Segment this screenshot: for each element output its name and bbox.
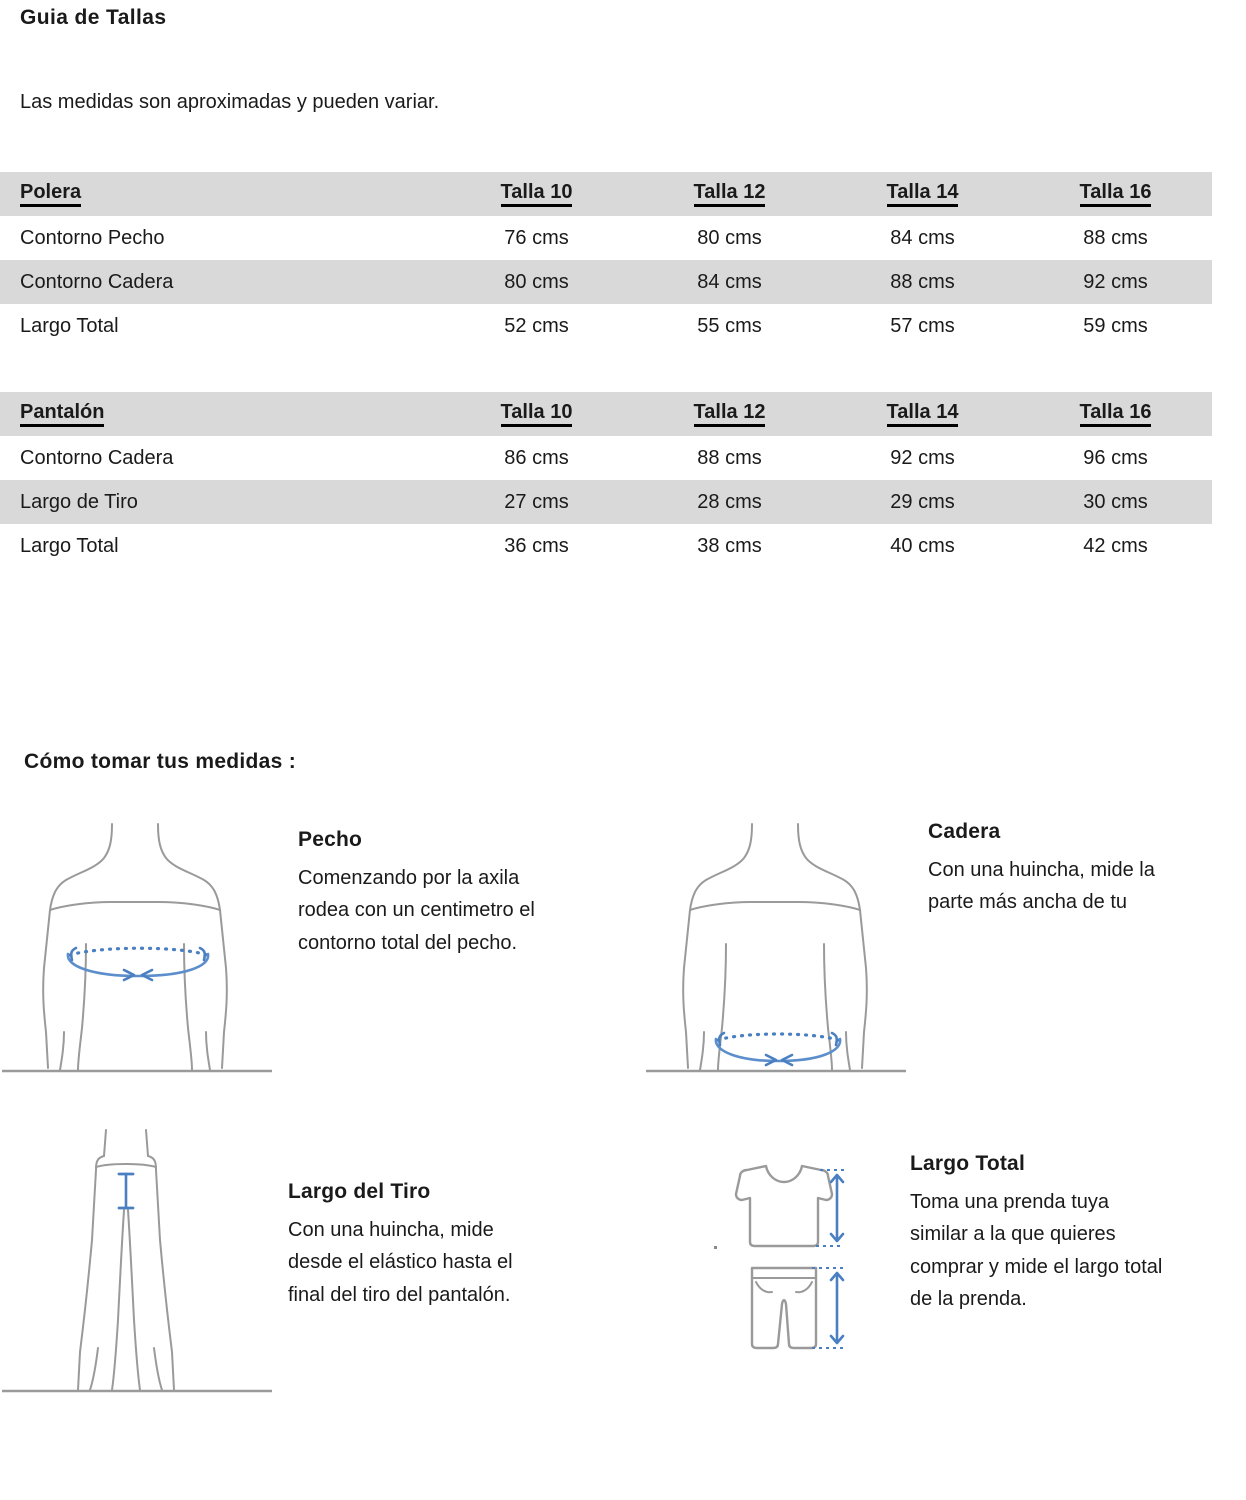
measurement-value: 96 cms [1083, 446, 1148, 469]
guide-line: Toma una prenda tuya [910, 1191, 1110, 1213]
measurement-value: 40 cms [890, 534, 955, 557]
measurement-value: 80 cms [697, 226, 762, 249]
size-header-14: Talla 14 [826, 172, 1019, 216]
measurement-value: 92 cms [890, 446, 955, 469]
torso-hip-figure [640, 818, 920, 1085]
size-header-12: Talla 12 [633, 392, 826, 436]
measurement-value: 92 cms [1083, 270, 1148, 293]
measurement-label: Contorno Cadera [20, 446, 174, 469]
tshirt-icon [736, 1166, 832, 1246]
table-row [0, 524, 1212, 568]
measurement-value: 88 cms [890, 270, 955, 293]
measurement-value: 84 cms [697, 270, 762, 293]
table-category-header: Pantalón [0, 392, 440, 436]
guide-line: Con una huincha, mide [288, 1219, 494, 1241]
measurement-value: 29 cms [890, 490, 955, 513]
guide-item-heading: Pecho [298, 828, 363, 851]
guide-item-body [288, 1214, 618, 1311]
guide-item-body [910, 1186, 1246, 1316]
measurement-value: 76 cms [504, 226, 569, 249]
table-header-row [0, 392, 1212, 436]
table-row [0, 260, 1212, 304]
measurement-value: 38 cms [697, 534, 762, 557]
measurement-label: Largo Total [20, 534, 119, 557]
measurement-label: Largo Total [20, 314, 119, 337]
measurement-value: 84 cms [890, 226, 955, 249]
measurement-label: Largo de Tiro [20, 490, 138, 513]
table-row [0, 304, 1212, 348]
table-category-header: Polera [0, 172, 440, 216]
measurement-label: Contorno Cadera [20, 270, 174, 293]
measurement-value: 30 cms [1083, 490, 1148, 513]
measurement-value: 28 cms [697, 490, 762, 513]
table-row [0, 436, 1212, 480]
guide-line: comprar y mide el largo total [910, 1255, 1163, 1278]
guide-line: desde el elástico hasta el [288, 1251, 513, 1274]
guide-line: Comenzando por la axila [298, 867, 520, 889]
size-header-10: Talla 10 [440, 392, 633, 436]
guide-heading: Cómo tomar tus medidas : [24, 750, 297, 773]
measurement-value: 52 cms [504, 314, 569, 337]
pants-icon [752, 1268, 816, 1348]
page-title: Guia de Tallas [20, 6, 167, 29]
size-header-16: Talla 16 [1019, 392, 1212, 436]
size-header-10: Talla 10 [440, 172, 633, 216]
measurement-value: 55 cms [697, 314, 762, 337]
measurement-value: 57 cms [890, 314, 955, 337]
table-row [0, 480, 1212, 524]
measurement-value: 88 cms [1083, 226, 1148, 249]
garments-length-figure [720, 1158, 860, 1363]
guide-line: de la prenda. [910, 1288, 1027, 1311]
measurement-value: 80 cms [504, 270, 569, 293]
measurement-value: 27 cms [504, 490, 569, 513]
legs-rise-figure [0, 1120, 280, 1410]
measurement-value: 59 cms [1083, 314, 1148, 337]
guide-line: final del tiro del pantalón. [288, 1283, 511, 1306]
guide-line: Con una huincha, mide la [928, 859, 1155, 881]
guide-item-heading: Cadera [928, 820, 1001, 843]
table-header-row [0, 172, 1212, 216]
size-header-12: Talla 12 [633, 172, 826, 216]
guide-item-cadera [928, 820, 1246, 919]
guide-line: parte más ancha de tu [928, 891, 1128, 914]
guide-line: contorno total del pecho. [298, 931, 518, 954]
guide-line: rodea con un centimetro el [298, 899, 535, 922]
stray-dot-artifact [714, 1246, 717, 1249]
pantalon-size-table [0, 392, 1212, 568]
guide-line: similar a la que quieres [910, 1223, 1116, 1246]
guide-item-largo-total [910, 1152, 1246, 1316]
measurement-label: Contorno Pecho [20, 226, 165, 249]
guide-item-pecho [298, 828, 628, 959]
size-header-14: Talla 14 [826, 392, 1019, 436]
measurement-value: 42 cms [1083, 534, 1148, 557]
table-row [0, 216, 1212, 260]
torso-chest-figure [0, 818, 280, 1085]
guide-item-heading: Largo Total [910, 1152, 1025, 1175]
intro-note: Las medidas son aproximadas y pueden variar. [20, 91, 440, 113]
measurement-value: 36 cms [504, 534, 569, 557]
size-header-16: Talla 16 [1019, 172, 1212, 216]
guide-item-heading: Largo del Tiro [288, 1180, 431, 1203]
polera-size-table [0, 172, 1212, 348]
guide-item-body [928, 854, 1246, 919]
measurement-value: 86 cms [504, 446, 569, 469]
measurement-value: 88 cms [697, 446, 762, 469]
guide-item-largo-del-tiro [288, 1180, 618, 1311]
guide-item-body [298, 862, 628, 959]
